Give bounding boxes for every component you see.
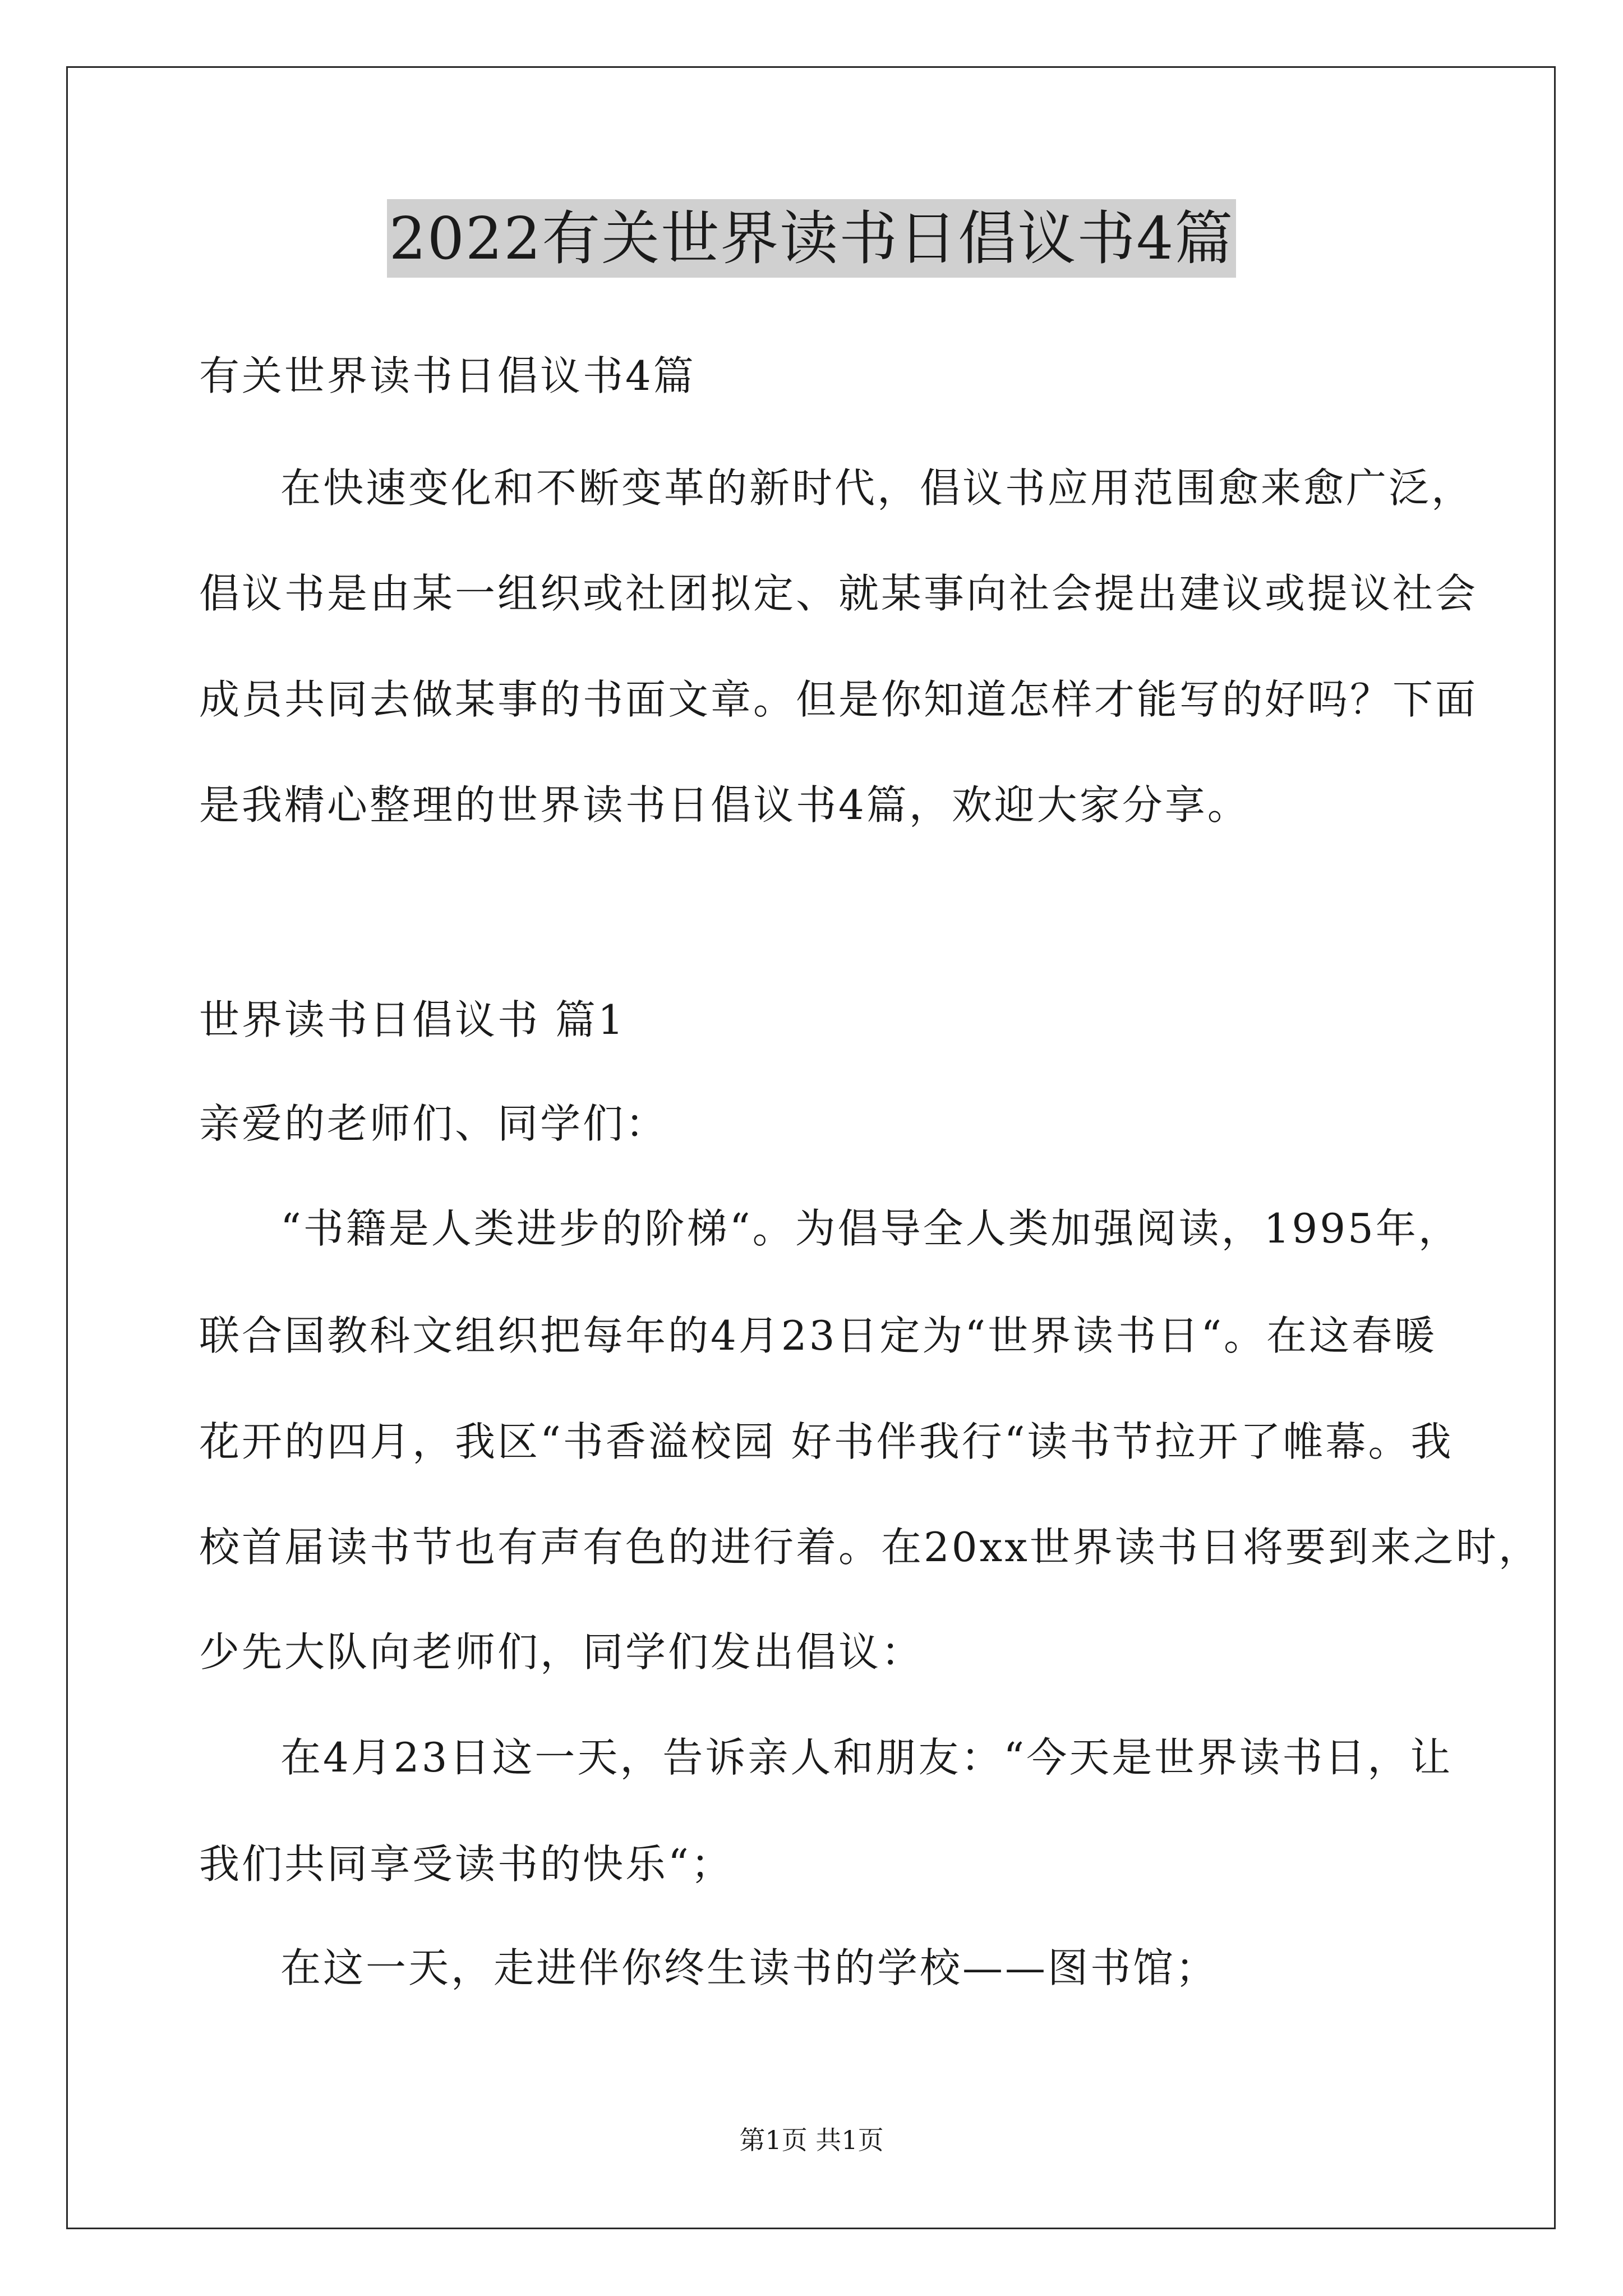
title-container (0, 199, 1623, 278)
body-line-7: 我们共同享受读书的快乐“； (199, 1841, 734, 1888)
intro-line-4: 是我精心整理的世界读书日倡议书4篇，欢迎大家分享。 (199, 781, 1250, 829)
body-line-2: 联合国教科文组织把每年的4月23日定为“世界读书日“。在这春暖 (199, 1312, 1437, 1359)
body-line-4: 校首届读书节也有声有色的进行着。在20xx世界读书日将要到来之时， (199, 1524, 1541, 1571)
document-title: 2022有关世界读书日倡议书4篇 (387, 199, 1237, 278)
intro-line-3: 成员共同去做某事的书面文章。但是你知道怎样才能写的好吗？下面 (199, 676, 1478, 723)
document-subtitle: 有关世界读书日倡议书4篇 (199, 352, 696, 399)
section-heading: 世界读书日倡议书 篇1 (199, 996, 626, 1043)
intro-line-1: 在快速变化和不断变革的新时代，倡议书应用范围愈来愈广泛， (280, 464, 1474, 512)
page-footer: 第1页 共1页 (739, 2125, 884, 2155)
salutation: 亲爱的老师们、同学们： (199, 1100, 668, 1147)
body-line-5: 少先大队向老师们，同学们发出倡议： (199, 1628, 924, 1676)
body-line-3: 花开的四月，我区“书香溢校园 好书伴我行“读书节拉开了帷幕。我 (199, 1418, 1454, 1465)
body-line-6: 在4月23日这一天，告诉亲人和朋友：“今天是世界读书日，让 (280, 1734, 1453, 1781)
body-line-1: “书籍是人类进步的阶梯“。为倡导全人类加强阅读，1995年， (280, 1205, 1461, 1252)
intro-line-2: 倡议书是由某一组织或社团拟定、就某事向社会提出建议或提议社会 (199, 570, 1478, 617)
body-line-8: 在这一天，走进伴你终生读书的学校——图书馆； (280, 1944, 1219, 1991)
